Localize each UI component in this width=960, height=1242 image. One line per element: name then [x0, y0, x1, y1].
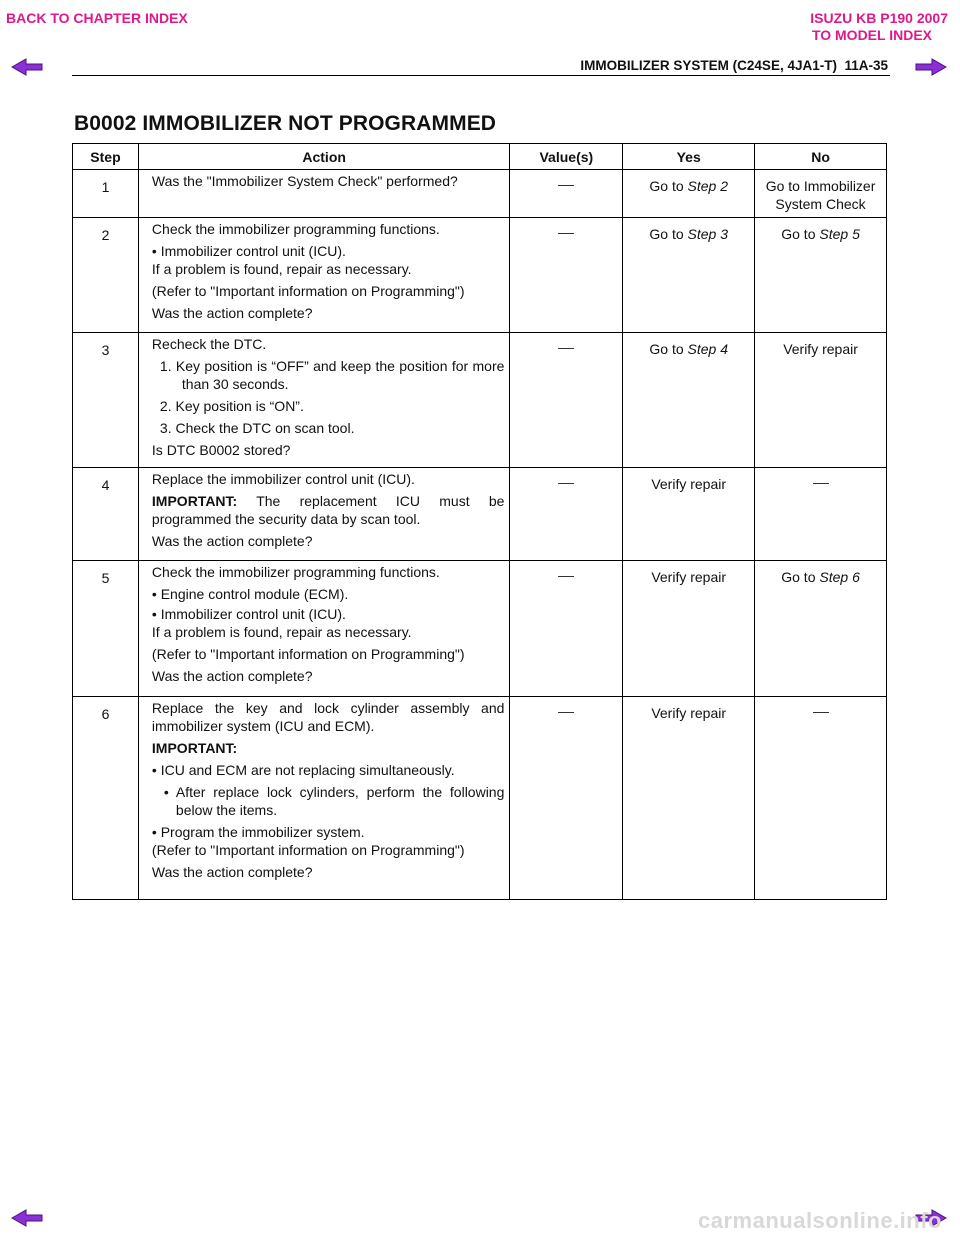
header-no: No: [755, 144, 887, 170]
value-cell: [510, 333, 623, 468]
step-number: 5: [73, 561, 139, 697]
action-text: Was the "Immobilizer System Check" performed?: [151, 173, 458, 189]
table-row: [73, 561, 887, 697]
no-cell: Go to Immobilizer System Check: [755, 170, 887, 218]
no-cell: Verify repair: [755, 333, 887, 468]
header-values: Value(s): [510, 144, 623, 170]
action-cell: [138, 468, 509, 561]
action-text: Was the action complete?: [151, 305, 313, 321]
back-to-chapter-index-link[interactable]: BACK TO CHAPTER INDEX: [6, 10, 188, 26]
action-bullet: • After replace lock cylinders, perform the following below the items.: [163, 784, 505, 818]
action-bullet: • Program the immobilizer system.: [151, 824, 365, 840]
step-number: 2: [73, 218, 139, 333]
action-text: If a problem is found, repair as necessary.: [151, 261, 412, 277]
dash-mark: [558, 185, 574, 186]
header-action: Action: [138, 144, 509, 170]
action-text: Check the immobilizer programming functions.: [151, 564, 440, 580]
dash-mark: [558, 348, 574, 349]
action-text: Was the action complete?: [151, 533, 313, 549]
action-text: Recheck the DTC.: [151, 336, 267, 352]
table-header-row: [73, 144, 887, 170]
yes-text: Go to: [649, 226, 684, 242]
action-text: Replace the key and lock cylinder assembly and immobilizer system (ICU and ECM).: [151, 700, 505, 734]
no-cell: [755, 468, 887, 561]
action-text: Was the action complete?: [151, 668, 313, 684]
action-text: (Refer to "Important information on Programming"): [151, 646, 465, 662]
header-divider: [72, 75, 890, 76]
diagnostic-table: [72, 143, 887, 900]
model-name-text: ISUZU KB P190 2007: [810, 10, 948, 26]
action-cell: [138, 697, 509, 900]
yes-text: Go to: [649, 341, 684, 357]
action-cell: [138, 170, 509, 218]
yes-cell: Verify repair: [623, 697, 755, 900]
page-title: B0002 IMMOBILIZER NOT PROGRAMMED: [74, 112, 497, 135]
step-number: 1: [73, 170, 139, 218]
previous-page-arrow-icon[interactable]: [10, 1208, 44, 1228]
action-text: Replace the immobilizer control unit (ICU).: [151, 471, 415, 487]
step-number: 6: [73, 697, 139, 900]
step-link[interactable]: Step 4: [687, 341, 728, 357]
dash-mark: [558, 712, 574, 713]
yes-cell: Verify repair: [623, 468, 755, 561]
yes-cell: Verify repair: [623, 561, 755, 697]
yes-cell: [623, 170, 755, 218]
to-model-index-text: TO MODEL INDEX: [811, 27, 932, 43]
step-number: 3: [73, 333, 139, 468]
step-link[interactable]: Step 2: [687, 178, 728, 194]
table-row: [73, 468, 887, 561]
action-text: Is DTC B0002 stored?: [151, 442, 291, 458]
value-cell: [510, 170, 623, 218]
value-cell: [510, 561, 623, 697]
action-bullet: • Engine control module (ECM).: [151, 586, 349, 602]
action-text: If a problem is found, repair as necessary.: [151, 624, 412, 640]
yes-text: Go to: [649, 178, 684, 194]
no-cell: [755, 218, 887, 333]
action-text: (Refer to "Important information on Programming"): [151, 283, 465, 299]
no-text: Go to: [781, 226, 816, 242]
header-yes: Yes: [623, 144, 755, 170]
no-cell: [755, 697, 887, 900]
action-bullet: • Immobilizer control unit (ICU).: [151, 243, 346, 259]
action-cell: [138, 561, 509, 697]
yes-cell: [623, 333, 755, 468]
action-bullet: • ICU and ECM are not replacing simultaneously.: [151, 762, 455, 778]
dash-mark: [813, 712, 829, 713]
action-text: Was the action complete?: [151, 864, 313, 880]
table-row: [73, 333, 887, 468]
value-cell: [510, 697, 623, 900]
action-step: 1. Key position is “OFF” and keep the position for more than 30 seconds.: [159, 358, 505, 392]
value-cell: [510, 218, 623, 333]
action-cell: [138, 218, 509, 333]
dash-mark: [558, 576, 574, 577]
important-heading: IMPORTANT:: [151, 740, 238, 756]
action-cell: [138, 333, 509, 468]
table-row: [73, 170, 887, 218]
dash-mark: [558, 483, 574, 484]
action-bullet: • Immobilizer control unit (ICU).: [151, 606, 346, 622]
action-text: (Refer to "Important information on Programming"): [151, 842, 465, 858]
step-link[interactable]: Step 6: [819, 569, 860, 585]
section-header: IMMOBILIZER SYSTEM (C24SE, 4JA1-T) 11A-35: [580, 58, 888, 73]
table-row: [73, 697, 887, 900]
action-step: 3. Check the DTC on scan tool.: [159, 420, 355, 436]
dash-mark: [558, 233, 574, 234]
header-step: Step: [73, 144, 139, 170]
next-page-arrow-icon[interactable]: [914, 57, 948, 77]
watermark: carmanualsonline.info: [698, 1208, 942, 1233]
to-model-index-link[interactable]: [810, 10, 948, 44]
step-number: 4: [73, 468, 139, 561]
previous-page-arrow-icon[interactable]: [10, 57, 44, 77]
table-row: [73, 218, 887, 333]
important-note: IMPORTANT: The replacement ICU must be programmed the security data by scan tool.: [151, 493, 505, 527]
action-step: 2. Key position is “ON”.: [159, 398, 304, 414]
step-link[interactable]: Step 3: [687, 226, 728, 242]
value-cell: [510, 468, 623, 561]
no-text: Go to: [781, 569, 816, 585]
action-text: Check the immobilizer programming functions.: [151, 221, 440, 237]
dash-mark: [813, 483, 829, 484]
step-link[interactable]: Step 5: [819, 226, 860, 242]
no-cell: [755, 561, 887, 697]
yes-cell: [623, 218, 755, 333]
